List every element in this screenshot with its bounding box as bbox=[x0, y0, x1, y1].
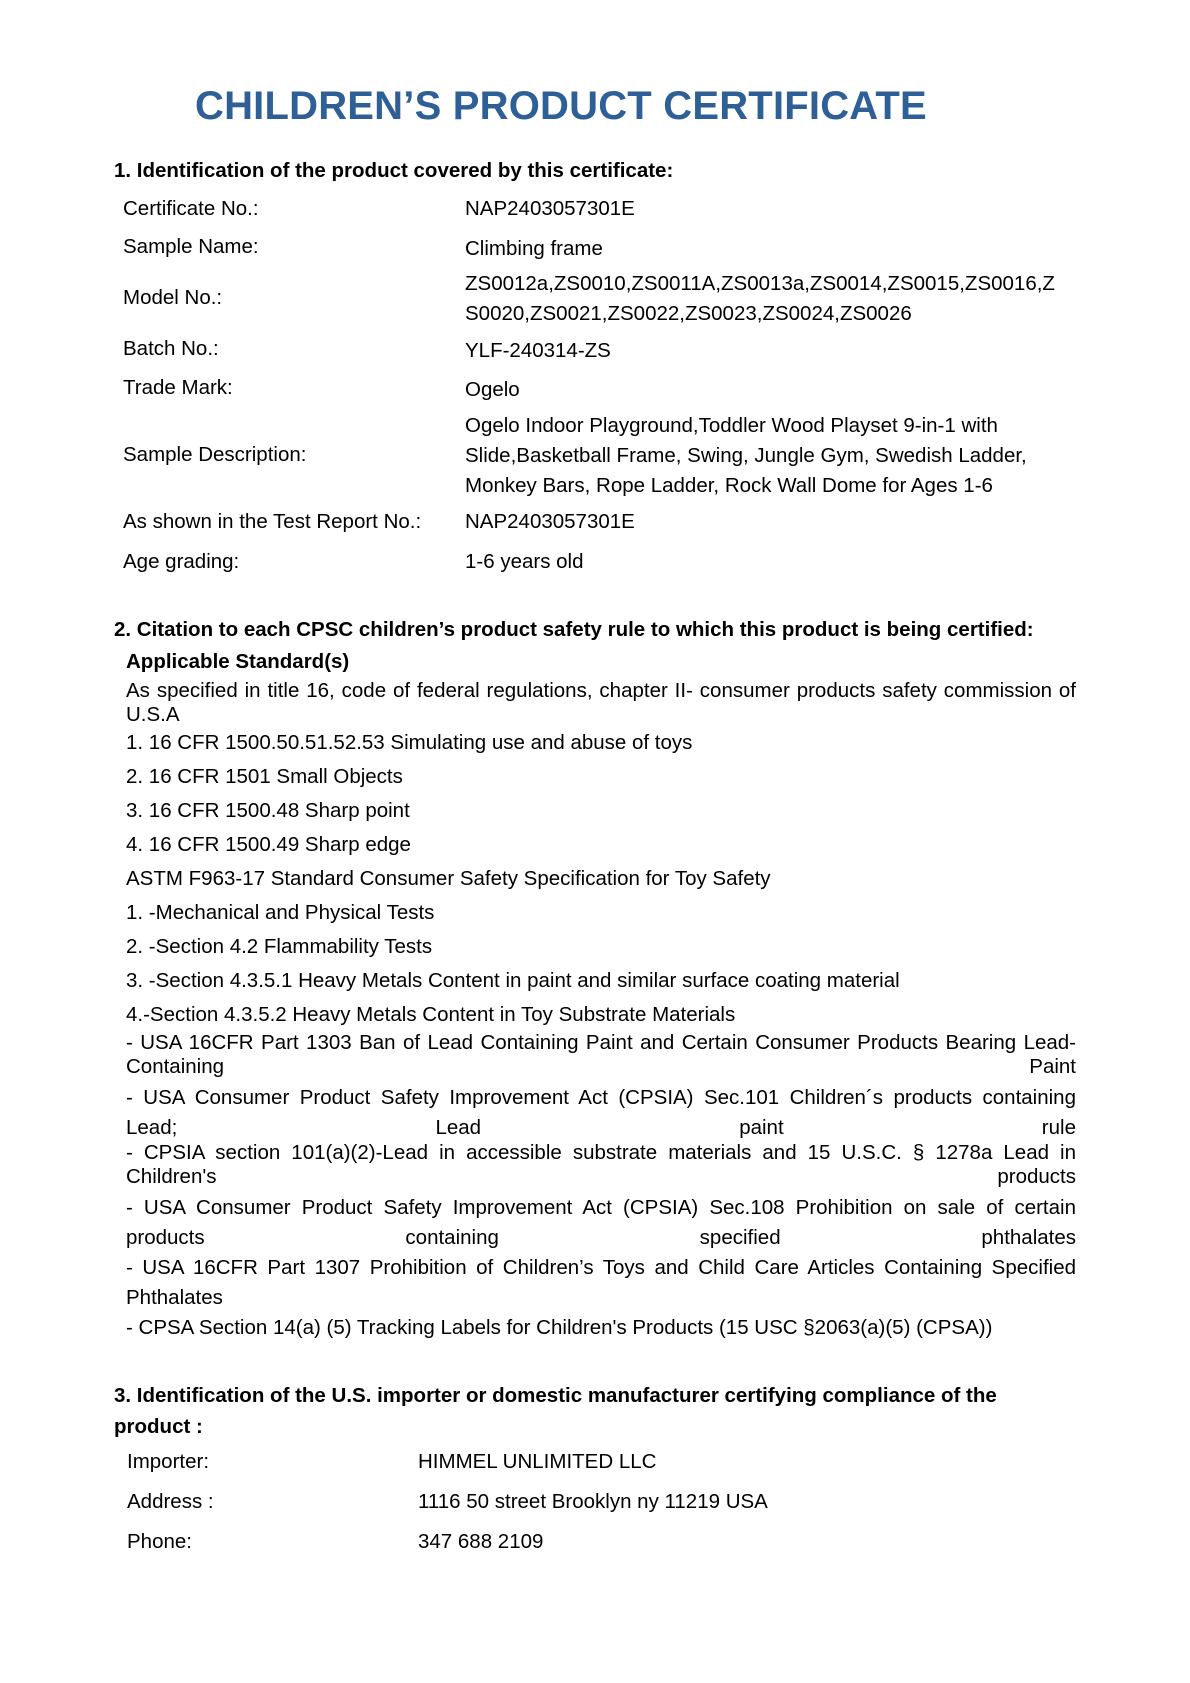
sample-description-line: Slide,Basketball Frame, Swing, Jungle Gym, Swedish Ladder, bbox=[465, 444, 1027, 467]
astm-item: 4.-Section 4.3.5.2 Heavy Metals Content in Toy Substrate Materials bbox=[126, 1003, 736, 1026]
label-test-report-no: As shown in the Test Report No.: bbox=[123, 510, 422, 533]
cfr-item: 1. 16 CFR 1500.50.51.52.53 Simulating use and abuse of toys bbox=[126, 731, 693, 754]
usa-regulation-item: - USA 16CFR Part 1303 Ban of Lead Containing Paint and Certain Consumer Products Bearing Lead-Containing Paint bbox=[126, 1031, 1076, 1078]
cfr-item: 4. 16 CFR 1500.49 Sharp edge bbox=[126, 833, 411, 856]
value-test-report-no: NAP2403057301E bbox=[465, 510, 635, 533]
cfr-item: 3. 16 CFR 1500.48 Sharp point bbox=[126, 799, 410, 822]
section2-heading: 2. Citation to each CPSC children’s product safety rule to which this product is being certified: bbox=[114, 618, 1034, 641]
value-sample-description bbox=[465, 411, 1027, 501]
label-model-no: Model No.: bbox=[123, 286, 223, 309]
value-model-no bbox=[465, 269, 1055, 329]
usa-regulation-item: - USA 16CFR Part 1307 Prohibition of Children’s Toys and Child Care Articles Containing Specified Phthalates bbox=[126, 1256, 1076, 1309]
label-phone: Phone: bbox=[127, 1530, 192, 1553]
value-sample-name: Climbing frame bbox=[465, 237, 603, 260]
value-batch-no: YLF-240314-ZS bbox=[465, 339, 611, 362]
usa-regulation-item: - USA Consumer Product Safety Improvement Act (CPSIA) Sec.101 Children´s products containing Lead; Lead paint rule bbox=[126, 1086, 1076, 1139]
section1-heading: 1. Identification of the product covered by this certificate: bbox=[114, 159, 674, 182]
cfr-item: 2. 16 CFR 1501 Small Objects bbox=[126, 765, 403, 788]
model-no-line: ZS0012a,ZS0010,ZS0011A,ZS0013a,ZS0014,ZS0015,ZS0016,Z bbox=[465, 272, 1055, 295]
usa-regulation-item: - CPSIA section 101(a)(2)-Lead in accessible substrate materials and 15 U.S.C. § 1278a Lead in Children's products bbox=[126, 1141, 1076, 1188]
model-no-line: S0020,ZS0021,ZS0022,ZS0023,ZS0024,ZS0026 bbox=[465, 302, 912, 325]
label-batch-no: Batch No.: bbox=[123, 337, 219, 360]
section3-heading: 3. Identification of the U.S. importer or domestic manufacturer certifying compliance of the bbox=[114, 1384, 997, 1407]
page-title: CHILDREN’S PRODUCT CERTIFICATE bbox=[195, 84, 927, 128]
astm-item: 3. -Section 4.3.5.1 Heavy Metals Content in paint and similar surface coating material bbox=[126, 969, 900, 992]
value-address: 1116 50 street Brooklyn ny 11219 USA bbox=[418, 1490, 768, 1513]
value-importer: HIMMEL UNLIMITED LLC bbox=[418, 1450, 657, 1473]
usa-regulation-item: - USA Consumer Product Safety Improvement Act (CPSIA) Sec.108 Prohibition on sale of certain products containing specified phthalates bbox=[126, 1196, 1076, 1249]
label-sample-description: Sample Description: bbox=[123, 443, 307, 466]
astm-title: ASTM F963-17 Standard Consumer Safety Specification for Toy Safety bbox=[126, 867, 771, 890]
label-importer: Importer: bbox=[127, 1450, 210, 1473]
standards-intro: As specified in title 16, code of federal regulations, chapter II- consumer products safety commission of U.S.A bbox=[126, 679, 1076, 726]
label-certificate-no: Certificate No.: bbox=[123, 197, 259, 220]
astm-item: 2. -Section 4.2 Flammability Tests bbox=[126, 935, 433, 958]
astm-item: 1. -Mechanical and Physical Tests bbox=[126, 901, 435, 924]
label-address: Address : bbox=[127, 1490, 214, 1513]
applicable-standards-heading: Applicable Standard(s) bbox=[126, 650, 350, 673]
sample-description-line: Monkey Bars, Rope Ladder, Rock Wall Dome for Ages 1-6 bbox=[465, 474, 993, 497]
section3-heading-continued: product : bbox=[114, 1415, 203, 1438]
value-certificate-no: NAP2403057301E bbox=[465, 197, 635, 220]
sample-description-line: Ogelo Indoor Playground,Toddler Wood Playset 9-in-1 with bbox=[465, 414, 998, 437]
value-trade-mark: Ogelo bbox=[465, 378, 520, 401]
label-trade-mark: Trade Mark: bbox=[123, 376, 233, 399]
label-age-grading: Age grading: bbox=[123, 550, 240, 573]
value-age-grading: 1-6 years old bbox=[465, 550, 584, 573]
usa-regulation-item: - CPSA Section 14(a) (5) Tracking Labels for Children's Products (15 USC §2063(a)(5) (CPSA)) bbox=[126, 1316, 993, 1339]
label-sample-name: Sample Name: bbox=[123, 235, 259, 258]
value-phone: 347 688 2109 bbox=[418, 1530, 544, 1553]
